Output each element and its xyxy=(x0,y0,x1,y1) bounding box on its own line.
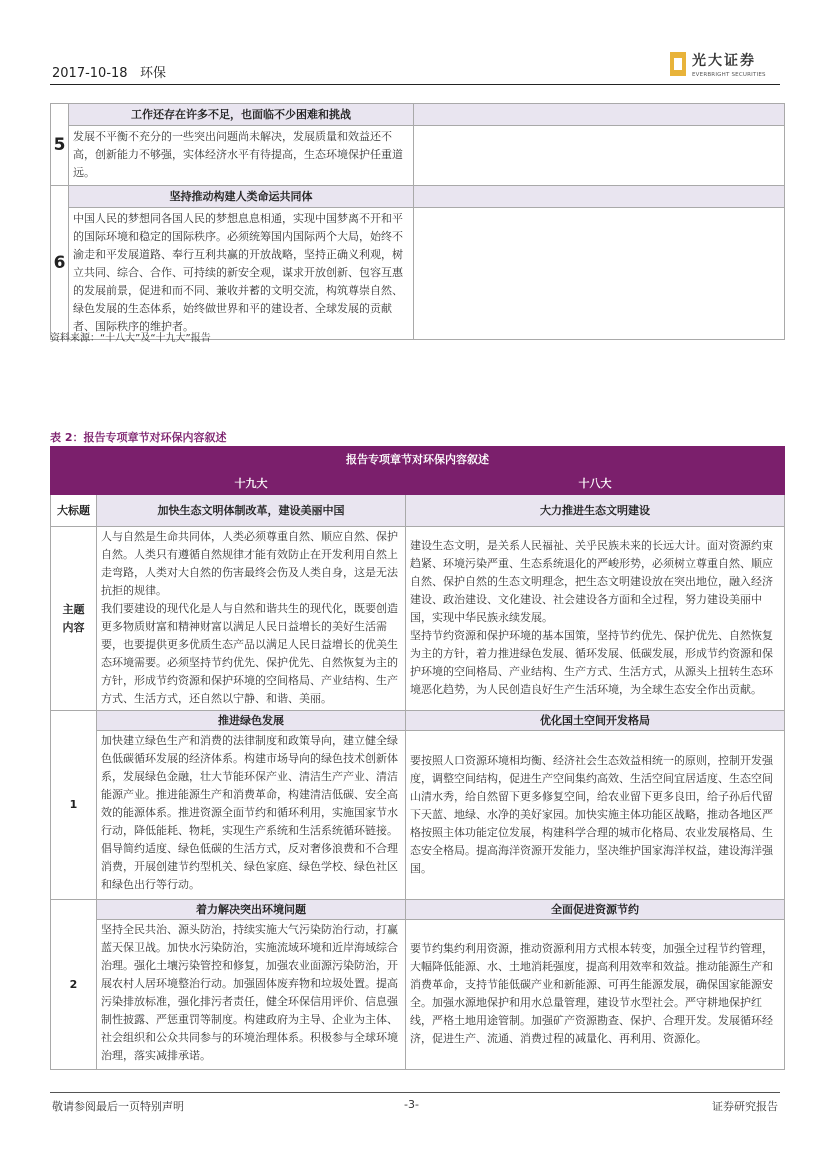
table-row xyxy=(51,186,785,208)
table-banner-row xyxy=(51,447,785,474)
footer-report-type: 证券研究报告 xyxy=(712,1100,778,1113)
item-title-19: 推进绿色发展 xyxy=(97,711,406,731)
page-footer xyxy=(50,1098,780,1114)
heading-label: 大标题 xyxy=(51,495,97,527)
row-content: 发展不平衡不充分的一些突出问题尚未解决，发展质量和效益还不高，创新能力不够强，实体经济水平有待提高，生态环境保护任重道远。 xyxy=(69,126,414,186)
report-category: 环保 xyxy=(139,66,166,81)
item-title-19: 着力解决突出环境问题 xyxy=(97,900,406,920)
item-content-row xyxy=(51,920,785,1070)
theme-18: 建设生态文明，是关系人民福祉、关乎民族未来的长远大计。面对资源约束趋紧、环境污染严重、生态系统退化的严峻形势，必须树立尊重自然、顺应自然、保护自然的生态文明理念，把生态文明建设放在突出地位，融入经济建设、政治建设、文化建设、社会建设各方面和全过程，努力建设美丽中国，实现中华民族永续发展。 坚持节约资源和保护环境的基本国策，坚持节约优先、保护优先、自然恢复为主的方针，着力推进绿色发展、循环发展、低碳发展，形成节约资源和保护环境的空间格局、产业结构、生产方式、生活方式，从源头上扭转生态环境恶化趋势，为人民创造良好生产生活环境，为全球生态安全作出贡献。 xyxy=(406,527,785,711)
logo-mark-icon xyxy=(670,52,686,76)
header-divider xyxy=(50,84,780,85)
row-title-empty xyxy=(414,104,785,126)
table-caption: 表 2：报告专项章节对环保内容叙述 xyxy=(50,431,227,444)
table-row xyxy=(51,208,785,340)
row-number: 6 xyxy=(51,186,69,340)
report-date: 2017-10-18 xyxy=(52,66,128,81)
everbright-logo xyxy=(670,50,778,84)
theme-19: 人与自然是生命共同体，人类必须尊重自然、顺应自然、保护自然。人类只有遵循自然规律才能有效防止在开发利用自然上走弯路，人类对大自然的伤害最终会伤及人类自身，这是无法抗拒的规律。 我们要建设的现代化是人与自然和谐共生的现代化，既要创造更多物质财富和精神财富以满足人民日益增长的美好生活需要，也要提供更多优质生态产品以满足人民日益增长的优美生态环境需要。必须坚持节约优先、保护优先、自然恢复为主的方针，形成节约资源和保护环境的空间格局、产业结构、生产方式、生活方式，还自然以宁静、和谐、美丽。 xyxy=(97,527,406,711)
logo-cn-text: 光大证券 xyxy=(692,53,756,69)
table-header-row xyxy=(51,474,785,495)
item-content-19: 加快建立绿色生产和消费的法律制度和政策导向，建立健全绿色低碳循环发展的经济体系。构建市场导向的绿色技术创新体系，发展绿色金融，壮大节能环保产业、清洁生产产业、清洁能源产业。推进能源生产和消费革命，构建清洁低碳、安全高效的能源体系。推进资源全面节约和循环利用，实施国家节水行动，降低能耗、物耗，实现生产系统和生活系统循环链接。倡导简约适度、绿色低碳的生活方式，反对奢侈浪费和不合理消费，开展创建节约型机关、绿色家庭、绿色学校、绿色社区和绿色出行等行动。 xyxy=(97,731,406,900)
theme-row xyxy=(51,527,785,711)
theme-label: 主题内容 xyxy=(51,527,97,711)
heading-19: 加快生态文明体制改革，建设美丽中国 xyxy=(97,495,406,527)
col-header-19: 十九大 xyxy=(97,474,406,495)
item-content-18: 要按照人口资源环境相均衡、经济社会生态效益相统一的原则，控制开发强度，调整空间结构，促进生产空间集约高效、生活空间宜居适度、生态空间山清水秀，给自然留下更多修复空间，给农业留下更多良田，给子孙后代留下天蓝、地绿、水净的美好家园。加快实施主体功能区战略，推动各地区严格按照主体功能定位发展，构建科学合理的城市化格局、农业发展格局、生态安全格局。提高海洋资源开发能力，坚决维护国家海洋权益，建设海洋强国。 xyxy=(406,731,785,900)
row-title: 坚持推动构建人类命运共同体 xyxy=(69,186,414,208)
page-header xyxy=(50,44,780,84)
table-row xyxy=(51,126,785,186)
row-content-empty xyxy=(414,208,785,340)
env-comparison-table xyxy=(50,446,785,1070)
source-note: 资料来源：“十八大”及“十九大”报告 xyxy=(50,333,211,344)
item-title-18: 全面促进资源节约 xyxy=(406,900,785,920)
header-blank xyxy=(51,474,97,495)
footer-divider xyxy=(50,1092,780,1093)
table-banner: 报告专项章节对环保内容叙述 xyxy=(51,447,785,474)
item-title-18: 优化国土空间开发格局 xyxy=(406,711,785,731)
item-number: 2 xyxy=(51,900,97,1070)
item-number: 1 xyxy=(51,711,97,900)
logo-en-text: EVERBRIGHT SECURITIES xyxy=(692,72,766,78)
continued-table xyxy=(50,103,785,340)
report-date-category xyxy=(52,62,166,81)
item-content-19: 坚持全民共治、源头防治，持续实施大气污染防治行动，打赢蓝天保卫战。加快水污染防治，实施流域环境和近岸海域综合治理。强化土壤污染管控和修复，加强农业面源污染防治，开展农村人居环境整治行动。加强固体废弃物和垃圾处置。提高污染排放标准，强化排污者责任，健全环保信用评价、信息强制性披露、严惩重罚等制度。构建政府为主导、企业为主体、社会组织和公众共同参与的环境治理体系。积极参与全球环境治理，落实减排承诺。 xyxy=(97,920,406,1070)
heading-row xyxy=(51,495,785,527)
row-number: 5 xyxy=(51,104,69,186)
footer-disclaimer: 敬请参阅最后一页特别声明 xyxy=(52,1100,184,1113)
row-content: 中国人民的梦想同各国人民的梦想息息相通，实现中国梦离不开和平的国际环境和稳定的国际秩序。必须统筹国内国际两个大局，始终不渝走和平发展道路、奉行互利共赢的开放战略，坚持正确义利观，树立共同、综合、合作、可持续的新安全观，谋求开放创新、包容互惠的发展前景，促进和而不同、兼收并蓄的文明交流，构筑尊崇自然、绿色发展的生态体系，始终做世界和平的建设者、全球发展的贡献者、国际秩序的维护者。 xyxy=(69,208,414,340)
item-title-row xyxy=(51,711,785,731)
heading-18: 大力推进生态文明建设 xyxy=(406,495,785,527)
row-title: 工作还存在许多不足，也面临不少困难和挑战 xyxy=(69,104,414,126)
item-title-row xyxy=(51,900,785,920)
row-content-empty xyxy=(414,126,785,186)
page-number: -3- xyxy=(404,1098,419,1111)
row-title-empty xyxy=(414,186,785,208)
col-header-18: 十八大 xyxy=(406,474,785,495)
item-content-row xyxy=(51,731,785,900)
table-row xyxy=(51,104,785,126)
item-content-18: 要节约集约利用资源，推动资源利用方式根本转变，加强全过程节约管理，大幅降低能源、水、土地消耗强度，提高利用效率和效益。推动能源生产和消费革命，支持节能低碳产业和新能源、可再生能源发展，确保国家能源安全。加强水源地保护和用水总量管理，建设节水型社会。严守耕地保护红线，严格土地用途管制。加强矿产资源勘查、保护、合理开发。发展循环经济，促进生产、流通、消费过程的减量化、再利用、资源化。 xyxy=(406,920,785,1070)
